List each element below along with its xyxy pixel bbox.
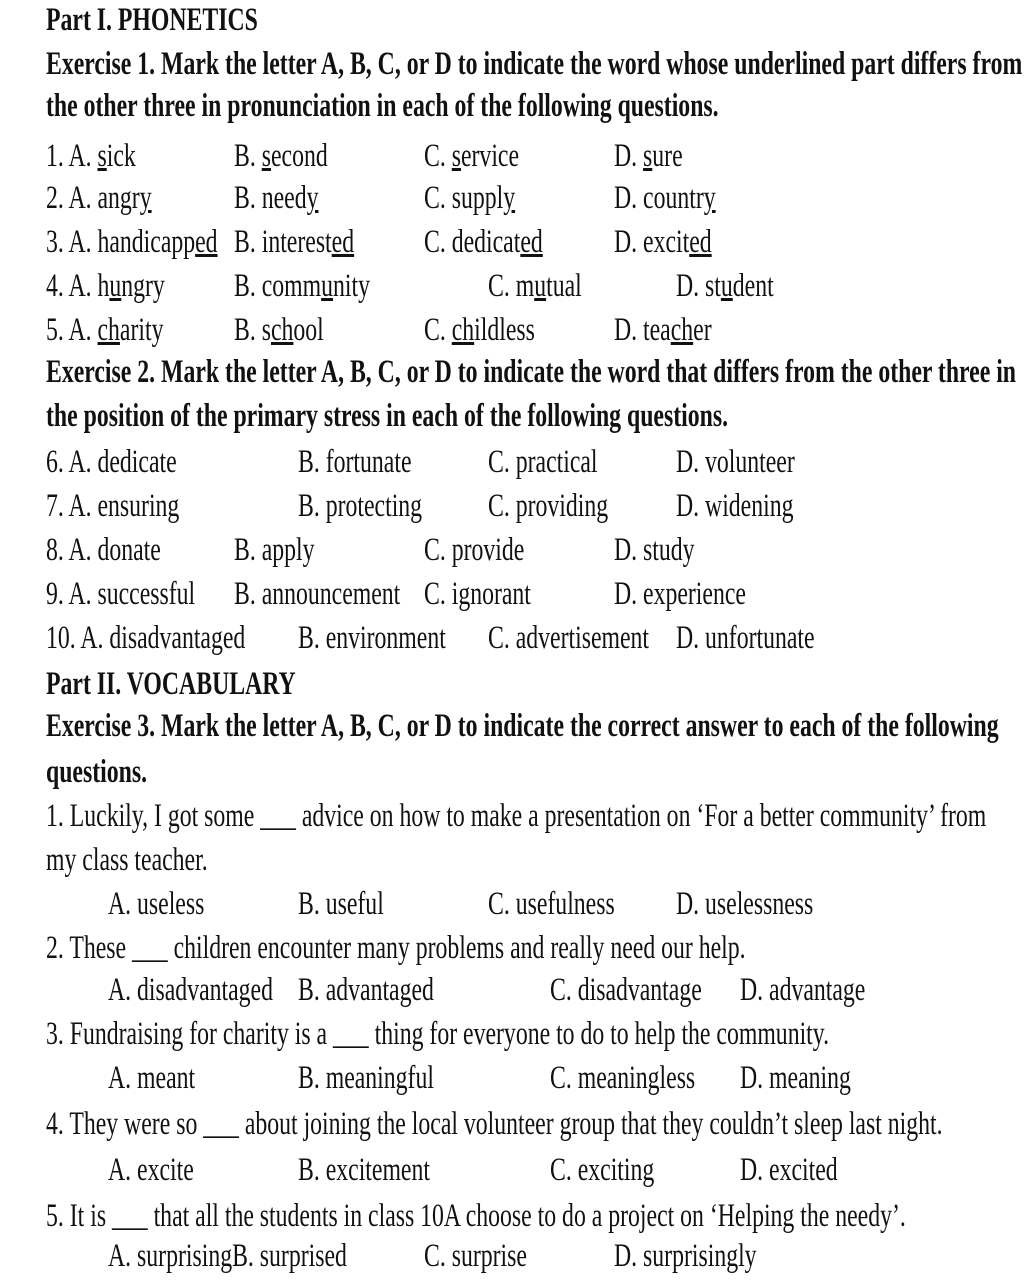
underlined-part: s [97,138,107,174]
ex2-q9-option-c: C. ignorant [424,576,531,612]
ex2-q6-option-c: C. practical [488,444,598,480]
ex1-q4-option-d [676,266,774,306]
ex1-q1-option-a [46,136,136,176]
option-text: D. excit [614,224,690,260]
q2-option-b: B. advantaged [298,972,434,1008]
q1-option-a: A. useless [108,886,205,922]
question-2-text: 2. These ___ children encounter many problems and really need our help. [46,930,746,966]
option-text: D. tea [614,312,671,348]
question-1-text: 1. Luckily, I got some ___ advice on how to make a presentation on ‘For a better community’ from [46,798,987,834]
q1-option-c: C. usefulness [488,886,615,922]
option-text: B. need [234,180,307,216]
option-text: D. countr [614,180,704,216]
option-text: ool [293,312,324,348]
option-text: B. comm [234,268,322,304]
ex1-q5-option-a [46,310,163,350]
ex3-heading-cont: questions. [46,754,148,790]
ex2-q9-option-a: 9. A. successful [46,576,196,612]
option-text: 5. A. [46,312,98,348]
option-text: D. st [676,268,721,304]
option-text: 4. A. h [46,268,110,304]
underlined-part: ed [331,224,355,260]
ex2-q9-option-d: D. experience [614,576,746,612]
ex2-q8-option-b: B. apply [234,532,315,568]
q2-option-a: A. disadvantaged [108,972,273,1008]
q3-option-b: B. meaningful [298,1060,434,1096]
ex1-q5-option-c [424,310,535,350]
ex1-q3-option-b [234,222,354,262]
q3-option-d: D. meaning [740,1060,851,1096]
option-text: ick [106,138,136,174]
option-text: econd [270,138,328,174]
ex1-heading-cont: the other three in pronunciation in each of the following questions. [46,88,719,124]
ex1-q2-option-b [234,178,318,218]
ex1-q5-option-d [614,310,712,350]
ex2-q10-option-d: D. unfortunate [676,620,815,656]
option-text: ildless [474,312,535,348]
ex2-q7-option-a: 7. A. ensuring [46,488,180,524]
question-3-text: 3. Fundraising for charity is a ___ thing for everyone to do to help the community. [46,1016,830,1052]
ex1-q1-option-d [614,136,683,176]
ex1-q3-option-d [614,222,712,262]
option-text: ure [652,138,683,174]
underlined-part: y [139,180,152,216]
q4-option-b: B. excitement [298,1152,430,1188]
ex1-q4-option-c [488,266,582,306]
option-text: C. [424,312,452,348]
option-text: B. [234,138,262,174]
option-text: arity [119,312,164,348]
q1-option-d: D. uselessness [676,886,814,922]
option-text: dent [732,268,774,304]
underlined-part: u [109,268,122,304]
ex2-q6-option-a: 6. A. dedicate [46,444,177,480]
underlined-part: ch [451,312,475,348]
ex1-q5-option-b [234,310,324,350]
q4-option-a: A. excite [108,1152,194,1188]
q3-option-a: A. meant [108,1060,196,1096]
question-5-text: 5. It is ___ that all the students in class 10A choose to do a project on ‘Helping the needy’. [46,1198,906,1234]
ex2-q7-option-b: B. protecting [298,488,423,524]
ex2-q8-option-d: D. study [614,532,695,568]
part1-title: Part I. PHONETICS [46,2,258,38]
ex2-q10-option-a: 10. A. disadvantaged [46,620,246,656]
ex2-q10-option-b: B. environment [298,620,446,656]
ex2-heading: Exercise 2. Mark the letter A, B, C, or D to indicate the word that differs from the other three in [46,354,1017,390]
option-text: B. s [234,312,271,348]
ex1-q3-option-c [424,222,543,262]
q4-option-d: D. excited [740,1152,838,1188]
option-text: ngry [121,268,165,304]
ex1-q1-option-b [234,136,328,176]
underlined-part: ed [520,224,543,260]
ex1-q2-option-a [46,178,152,218]
option-text: C. suppl [424,180,504,216]
underlined-part: y [306,180,319,216]
ex1-q2-option-d [614,178,716,218]
ex2-q10-option-c: C. advertisement [488,620,649,656]
q1-option-b: B. useful [298,886,384,922]
underlined-part: u [720,268,733,304]
option-text: 2. A. angr [46,180,140,216]
underlined-part: ed [195,224,218,260]
ex2-heading-cont: the position of the primary stress in each of the following questions. [46,398,729,434]
option-text: tual [546,268,582,304]
ex2-q9-option-b: B. announcement [234,576,401,612]
ex2-q7-option-d: D. widening [676,488,794,524]
ex1-q1-option-c [424,136,519,176]
option-text: C. dedicat [424,224,521,260]
underlined-part: s [451,138,461,174]
ex1-q2-option-c [424,178,515,218]
q5-options-ab: A. surprisingB. surprised [108,1238,347,1274]
q5-option-c: C. surprise [424,1238,527,1274]
option-text: 1. A. [46,138,98,174]
q3-option-c: C. meaningless [550,1060,696,1096]
option-text: C. [424,138,452,174]
underlined-part: s [261,138,271,174]
ex1-q4-option-b [234,266,370,306]
option-text: er [693,312,712,348]
option-text: C. m [488,268,535,304]
underlined-part: ch [270,312,294,348]
q2-option-d: D. advantage [740,972,866,1008]
question-1-text-cont: my class teacher. [46,842,208,878]
question-4-text: 4. They were so ___ about joining the local volunteer group that they couldn’t sleep last night. [46,1106,943,1142]
ex2-q7-option-c: C. providing [488,488,609,524]
ex2-q6-option-d: D. volunteer [676,444,795,480]
underlined-part: ch [97,312,120,348]
option-text: nity [333,268,370,304]
part2-title: Part II. VOCABULARY [46,666,296,702]
q2-option-c: C. disadvantage [550,972,702,1008]
underlined-part: y [503,180,516,216]
underlined-part: ed [689,224,712,260]
underlined-part: u [321,268,333,304]
ex3-heading: Exercise 3. Mark the letter A, B, C, or D to indicate the correct answer to each of the following [46,708,999,744]
underlined-part: ch [670,312,694,348]
underlined-part: s [643,138,653,174]
underlined-part: y [703,180,716,216]
underlined-part: u [534,268,547,304]
option-text: 3. A. handicapp [46,224,196,260]
ex1-heading: Exercise 1. Mark the letter A, B, C, or D to indicate the word whose underlined part differs from [46,46,1023,82]
q5-option-d: D. surprisingly [614,1238,757,1274]
ex1-q3-option-a [46,222,218,262]
option-text: D. [614,138,644,174]
ex2-q8-option-a: 8. A. donate [46,532,161,568]
q4-option-c: C. exciting [550,1152,655,1188]
ex1-q4-option-a [46,266,165,306]
ex2-q8-option-c: C. provide [424,532,525,568]
option-text: ervice [460,138,520,174]
ex2-q6-option-b: B. fortunate [298,444,412,480]
option-text: B. interest [234,224,332,260]
